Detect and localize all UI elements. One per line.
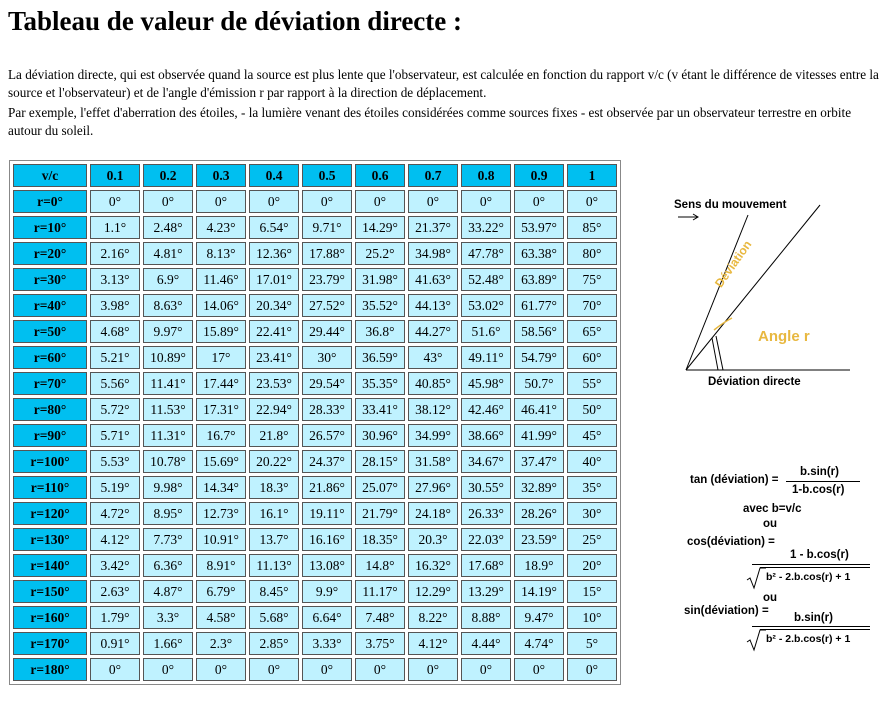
table-cell: 4.81° — [143, 242, 193, 265]
table-cell: 53.02° — [461, 294, 511, 317]
row-header: r=80° — [13, 398, 87, 421]
table-cell: 49.11° — [461, 346, 511, 369]
row-header: r=60° — [13, 346, 87, 369]
table-cell: 25° — [567, 528, 617, 551]
row-header: r=10° — [13, 216, 87, 239]
table-cell: 35.52° — [355, 294, 405, 317]
deviation-diagram-label: Déviation — [712, 237, 755, 291]
angle-label: Angle r — [758, 328, 810, 345]
table-cell: 4.44° — [461, 632, 511, 655]
column-header: 0.2 — [143, 164, 193, 187]
table-cell: 50° — [567, 398, 617, 421]
table-cell: 11.46° — [196, 268, 246, 291]
table-cell: 21.79° — [355, 502, 405, 525]
table-cell: 5.19° — [90, 476, 140, 499]
table-cell: 85° — [567, 216, 617, 239]
table-cell: 53.97° — [514, 216, 564, 239]
motion-label: Sens du mouvement — [674, 199, 787, 211]
table-cell: 33.22° — [461, 216, 511, 239]
table-cell: 18.3° — [249, 476, 299, 499]
table-cell: 4.68° — [90, 320, 140, 343]
column-header: 0.1 — [90, 164, 140, 187]
formula-or-1: ou — [763, 518, 778, 530]
table-cell: 16.32° — [408, 554, 458, 577]
table-cell: 30.96° — [355, 424, 405, 447]
table-cell: 14.06° — [196, 294, 246, 317]
row-header: r=110° — [13, 476, 87, 499]
table-cell: 65° — [567, 320, 617, 343]
row-header: r=150° — [13, 580, 87, 603]
table-cell: 0° — [143, 190, 193, 213]
table-cell: 24.37° — [302, 450, 352, 473]
table-cell: 38.66° — [461, 424, 511, 447]
table-cell: 8.91° — [196, 554, 246, 577]
table-header-row — [13, 164, 617, 187]
table-cell: 1.1° — [90, 216, 140, 239]
table-cell: 14.34° — [196, 476, 246, 499]
table-cell: 41.99° — [514, 424, 564, 447]
table-cell: 0° — [143, 658, 193, 681]
table-cell: 10.91° — [196, 528, 246, 551]
table-cell: 22.41° — [249, 320, 299, 343]
table-cell: 50.7° — [514, 372, 564, 395]
column-header: 0.9 — [514, 164, 564, 187]
intro-paragraph: La déviation directe, qui est observée quand la source est plus lente que l'observateur, est calculée en fonction du rapport v/c (v étant le différence de vitesses entre la source et l'observateur) et de l'angle d'émission r par rapport à la direction de déplacement. — [8, 67, 879, 100]
deviation-table — [9, 160, 621, 685]
table-cell: 8.22° — [408, 606, 458, 629]
column-header: 0.8 — [461, 164, 511, 187]
table-cell: 3.13° — [90, 268, 140, 291]
table-cell: 55° — [567, 372, 617, 395]
table-cell: 36.59° — [355, 346, 405, 369]
table-cell: 6.36° — [143, 554, 193, 577]
table-row — [13, 268, 617, 291]
table-cell: 17.68° — [461, 554, 511, 577]
table-cell: 17° — [196, 346, 246, 369]
table-row — [13, 346, 617, 369]
table-cell: 30.55° — [461, 476, 511, 499]
table-cell: 0° — [461, 190, 511, 213]
table-cell: 4.12° — [408, 632, 458, 655]
table-cell: 8.45° — [249, 580, 299, 603]
row-header: r=170° — [13, 632, 87, 655]
table-cell: 28.33° — [302, 398, 352, 421]
table-cell: 63.38° — [514, 242, 564, 265]
formula-cos-fraction-bar — [752, 564, 870, 565]
table-row — [13, 320, 617, 343]
table-cell: 5.53° — [90, 450, 140, 473]
table-cell: 14.8° — [355, 554, 405, 577]
formula-cos-numerator: 1 - b.cos(r) — [790, 549, 849, 561]
formula-tan-lhs: tan (déviation) = — [690, 474, 779, 486]
table-cell: 43° — [408, 346, 458, 369]
table-cell: 25.2° — [355, 242, 405, 265]
table-cell: 19.11° — [302, 502, 352, 525]
table-cell: 58.56° — [514, 320, 564, 343]
sqrt-overline — [760, 567, 870, 568]
table-cell: 0° — [249, 190, 299, 213]
table-cell: 6.64° — [302, 606, 352, 629]
diagram-svg — [670, 190, 870, 400]
table-cell: 35.35° — [355, 372, 405, 395]
table-cell: 34.98° — [408, 242, 458, 265]
table-cell: 16.1° — [249, 502, 299, 525]
table-cell: 80° — [567, 242, 617, 265]
table-cell: 14.19° — [514, 580, 564, 603]
table-cell: 18.9° — [514, 554, 564, 577]
diagram-caption: Déviation directe — [708, 376, 801, 388]
table-cell: 44.27° — [408, 320, 458, 343]
row-header: r=100° — [13, 450, 87, 473]
observed-direction-line — [686, 215, 748, 370]
table-cell: 8.88° — [461, 606, 511, 629]
table-cell: 11.31° — [143, 424, 193, 447]
table-cell: 16.7° — [196, 424, 246, 447]
deviation-diagram — [670, 190, 870, 400]
table-cell: 38.12° — [408, 398, 458, 421]
table-cell: 29.44° — [302, 320, 352, 343]
page-title: Tableau de valeur de déviation directe : — [8, 6, 463, 36]
table-cell: 27.52° — [302, 294, 352, 317]
sqrt-overline — [760, 629, 870, 630]
table-cell: 32.89° — [514, 476, 564, 499]
table-cell: 17.01° — [249, 268, 299, 291]
table-cell: 20.34° — [249, 294, 299, 317]
column-header: 0.5 — [302, 164, 352, 187]
table-cell: 54.79° — [514, 346, 564, 369]
table-cell: 1.79° — [90, 606, 140, 629]
table-cell: 9.47° — [514, 606, 564, 629]
table-cell: 27.96° — [408, 476, 458, 499]
formula-or-2: ou — [763, 592, 778, 604]
table-cell: 5.56° — [90, 372, 140, 395]
table-row — [13, 606, 617, 629]
table-cell: 11.41° — [143, 372, 193, 395]
table-cell: 47.78° — [461, 242, 511, 265]
table-cell: 23.59° — [514, 528, 564, 551]
table-cell: 11.13° — [249, 554, 299, 577]
table-cell: 2.48° — [143, 216, 193, 239]
row-header: r=0° — [13, 190, 87, 213]
table-cell: 12.29° — [408, 580, 458, 603]
table-row — [13, 476, 617, 499]
table-cell: 26.57° — [302, 424, 352, 447]
emission-direction-line — [686, 205, 820, 370]
table-cell: 4.74° — [514, 632, 564, 655]
table-cell: 75° — [567, 268, 617, 291]
table-cell: 42.46° — [461, 398, 511, 421]
table-cell: 0° — [196, 658, 246, 681]
table-cell: 0° — [567, 190, 617, 213]
table-cell: 16.16° — [302, 528, 352, 551]
table-cell: 6.54° — [249, 216, 299, 239]
table-cell: 23.79° — [302, 268, 352, 291]
row-header: r=30° — [13, 268, 87, 291]
table-cell: 8.13° — [196, 242, 246, 265]
formula-tan-numerator: b.sin(r) — [800, 466, 839, 478]
table-cell: 8.63° — [143, 294, 193, 317]
table-row — [13, 658, 617, 681]
row-header: r=90° — [13, 424, 87, 447]
table-cell: 21.37° — [408, 216, 458, 239]
row-header: r=120° — [13, 502, 87, 525]
table-cell: 0° — [196, 190, 246, 213]
table-cell: 9.97° — [143, 320, 193, 343]
table-cell: 25.07° — [355, 476, 405, 499]
table-cell: 4.12° — [90, 528, 140, 551]
table-cell: 31.98° — [355, 268, 405, 291]
sqrt-icon — [746, 628, 766, 652]
table-cell: 5° — [567, 632, 617, 655]
table-cell: 9.9° — [302, 580, 352, 603]
table-cell: 3.33° — [302, 632, 352, 655]
table-row — [13, 216, 617, 239]
table-cell: 0° — [302, 190, 352, 213]
table-cell: 21.86° — [302, 476, 352, 499]
table-cell: 2.85° — [249, 632, 299, 655]
formula-sin-fraction-bar — [752, 626, 870, 627]
table-cell: 11.17° — [355, 580, 405, 603]
table-cell: 4.23° — [196, 216, 246, 239]
table-cell: 30° — [567, 502, 617, 525]
table-cell: 13.7° — [249, 528, 299, 551]
table-cell: 12.36° — [249, 242, 299, 265]
table-cell: 17.88° — [302, 242, 352, 265]
table-cell: 24.18° — [408, 502, 458, 525]
table-cell: 4.72° — [90, 502, 140, 525]
table-cell: 0° — [514, 190, 564, 213]
table-cell: 10.89° — [143, 346, 193, 369]
example-paragraph: Par exemple, l'effet d'aberration des étoiles, - la lumière venant des étoiles considérées comme sources fixes - est observée par un observateur terrestre en orbite autour du soleil. — [8, 105, 852, 138]
table-row — [13, 424, 617, 447]
table-cell: 34.99° — [408, 424, 458, 447]
table-cell: 31.58° — [408, 450, 458, 473]
table-cell: 8.95° — [143, 502, 193, 525]
table-cell: 17.44° — [196, 372, 246, 395]
table-cell: 21.8° — [249, 424, 299, 447]
row-header: r=130° — [13, 528, 87, 551]
table-cell: 61.77° — [514, 294, 564, 317]
formula-cos-lhs: cos(déviation) = — [687, 536, 775, 548]
formula-cos-denominator: b² - 2.b.cos(r) + 1 — [766, 571, 851, 583]
table-cell: 63.89° — [514, 268, 564, 291]
table-cell: 0° — [567, 658, 617, 681]
row-header: r=40° — [13, 294, 87, 317]
table-row — [13, 554, 617, 577]
table-cell: 3.75° — [355, 632, 405, 655]
table-cell: 22.94° — [249, 398, 299, 421]
row-header: r=50° — [13, 320, 87, 343]
table-cell: 22.03° — [461, 528, 511, 551]
table-row — [13, 372, 617, 395]
table-cell: 2.16° — [90, 242, 140, 265]
table-cell: 34.67° — [461, 450, 511, 473]
table-cell: 15.69° — [196, 450, 246, 473]
table-cell: 0° — [249, 658, 299, 681]
table-cell: 0° — [514, 658, 564, 681]
table-cell: 3.42° — [90, 554, 140, 577]
table-cell: 4.87° — [143, 580, 193, 603]
table-cell: 28.26° — [514, 502, 564, 525]
table-cell: 29.54° — [302, 372, 352, 395]
table-row — [13, 450, 617, 473]
table-cell: 7.73° — [143, 528, 193, 551]
deviation-arc-icon — [714, 318, 732, 330]
table-cell: 70° — [567, 294, 617, 317]
table-cell: 0° — [408, 190, 458, 213]
row-header: r=20° — [13, 242, 87, 265]
table-cell: 0° — [355, 190, 405, 213]
table-cell: 13.29° — [461, 580, 511, 603]
formula-sin-denominator: b² - 2.b.cos(r) + 1 — [766, 633, 851, 645]
table-cell: 20.3° — [408, 528, 458, 551]
table-cell: 11.53° — [143, 398, 193, 421]
table-cell: 35° — [567, 476, 617, 499]
table-row — [13, 398, 617, 421]
table-cell: 2.63° — [90, 580, 140, 603]
table-cell: 7.48° — [355, 606, 405, 629]
table-body — [13, 190, 617, 681]
table-cell: 0° — [302, 658, 352, 681]
table-cell: 51.6° — [461, 320, 511, 343]
table-cell: 5.68° — [249, 606, 299, 629]
table-cell: 20° — [567, 554, 617, 577]
table-cell: 0° — [90, 658, 140, 681]
table-cell: 52.48° — [461, 268, 511, 291]
table-cell: 17.31° — [196, 398, 246, 421]
table-cell: 45° — [567, 424, 617, 447]
table-cell: 45.98° — [461, 372, 511, 395]
formula-with-note: avec b=v/c — [743, 503, 802, 515]
table-cell: 28.15° — [355, 450, 405, 473]
formula-sin-numerator: b.sin(r) — [794, 612, 833, 624]
row-header: r=140° — [13, 554, 87, 577]
table-cell: 36.8° — [355, 320, 405, 343]
table-cell: 14.29° — [355, 216, 405, 239]
table-cell: 18.35° — [355, 528, 405, 551]
table-cell: 37.47° — [514, 450, 564, 473]
table-row — [13, 242, 617, 265]
table-cell: 1.66° — [143, 632, 193, 655]
table-cell: 13.08° — [302, 554, 352, 577]
table-cell: 6.9° — [143, 268, 193, 291]
table-corner-cell: v/c — [13, 164, 87, 187]
table-row — [13, 294, 617, 317]
table-row — [13, 632, 617, 655]
table-cell: 23.41° — [249, 346, 299, 369]
column-header: 0.4 — [249, 164, 299, 187]
table-row — [13, 528, 617, 551]
column-header: 0.7 — [408, 164, 458, 187]
row-header: r=70° — [13, 372, 87, 395]
table-cell: 12.73° — [196, 502, 246, 525]
table-cell: 0° — [355, 658, 405, 681]
formula-tan-fraction-bar — [786, 481, 860, 482]
table-row — [13, 502, 617, 525]
table-cell: 6.79° — [196, 580, 246, 603]
table-cell: 60° — [567, 346, 617, 369]
table-cell: 3.3° — [143, 606, 193, 629]
table-cell: 0° — [408, 658, 458, 681]
table-cell: 20.22° — [249, 450, 299, 473]
table-cell: 5.72° — [90, 398, 140, 421]
table-cell: 15° — [567, 580, 617, 603]
sqrt-icon — [746, 566, 766, 590]
table-row — [13, 580, 617, 603]
column-header: 0.3 — [196, 164, 246, 187]
table-cell: 5.21° — [90, 346, 140, 369]
table-cell: 23.53° — [249, 372, 299, 395]
table-cell: 10.78° — [143, 450, 193, 473]
table-cell: 40° — [567, 450, 617, 473]
table-cell: 30° — [302, 346, 352, 369]
row-header: r=180° — [13, 658, 87, 681]
formula-tan-denominator: 1-b.cos(r) — [792, 484, 845, 496]
table-cell: 0.91° — [90, 632, 140, 655]
table-cell: 9.71° — [302, 216, 352, 239]
table-cell: 15.89° — [196, 320, 246, 343]
table-cell: 9.98° — [143, 476, 193, 499]
table-cell: 46.41° — [514, 398, 564, 421]
table-cell: 41.63° — [408, 268, 458, 291]
table-cell: 5.71° — [90, 424, 140, 447]
table-cell: 10° — [567, 606, 617, 629]
table-cell: 44.13° — [408, 294, 458, 317]
column-header: 0.6 — [355, 164, 405, 187]
table-cell: 2.3° — [196, 632, 246, 655]
table-cell: 33.41° — [355, 398, 405, 421]
table-row — [13, 190, 617, 213]
table-cell: 40.85° — [408, 372, 458, 395]
table-cell: 3.98° — [90, 294, 140, 317]
table-cell: 4.58° — [196, 606, 246, 629]
table-cell: 26.33° — [461, 502, 511, 525]
table-cell: 0° — [90, 190, 140, 213]
table-cell: 0° — [461, 658, 511, 681]
column-header: 1 — [567, 164, 617, 187]
formula-sin-lhs: sin(déviation) = — [684, 605, 769, 617]
row-header: r=160° — [13, 606, 87, 629]
